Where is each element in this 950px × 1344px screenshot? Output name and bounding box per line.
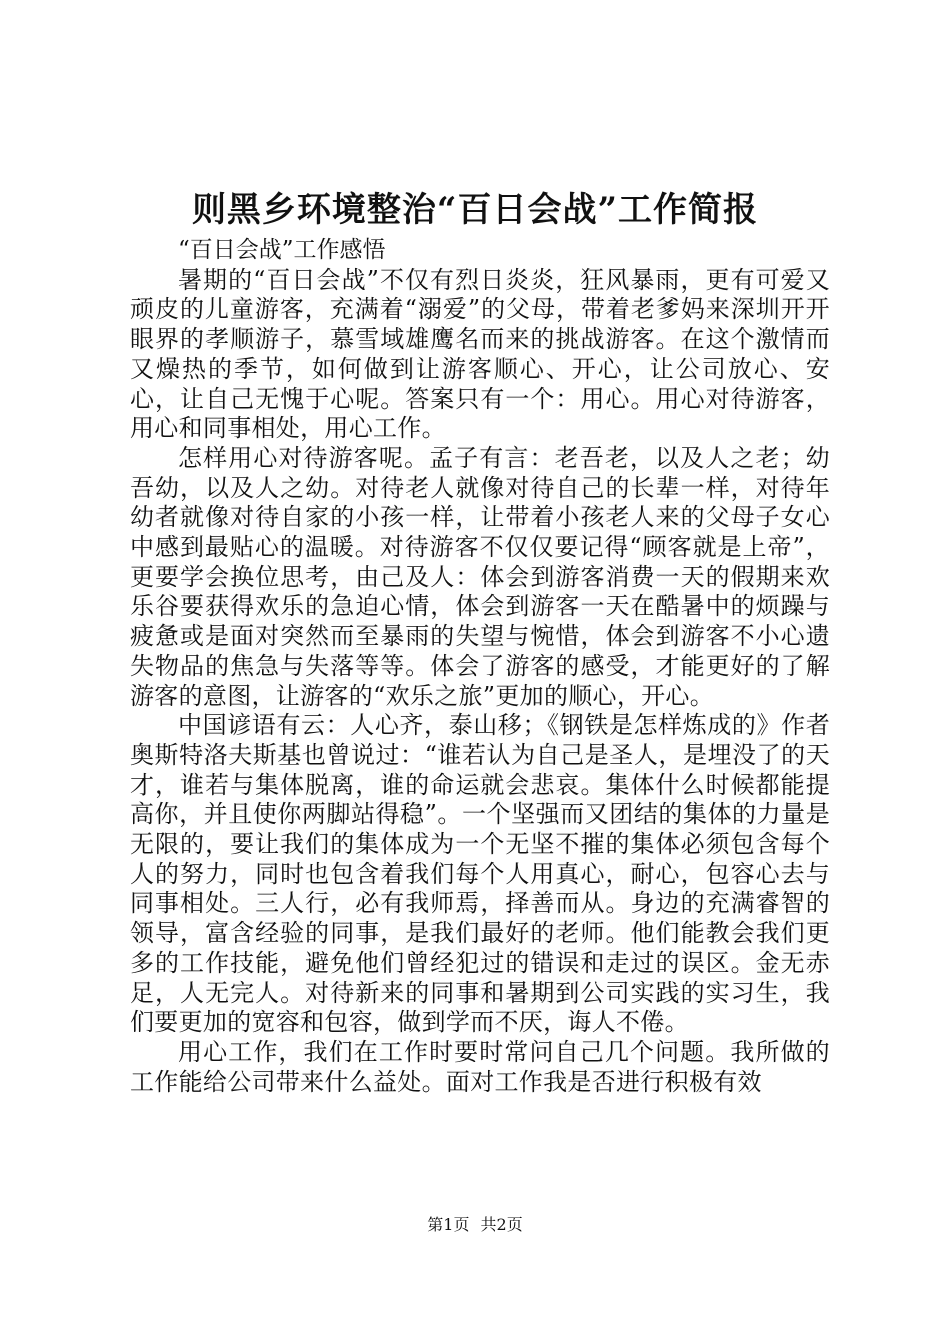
paragraph: 中国谚语有云：人心齐，泰山移；《钢铁是怎样炼成的》作者奥斯特洛夫斯基也曾说过：“谁若认为自己是圣人，是埋没了的天才，谁若与集体脱离，谁的命运就会悲哀。集体什么时候都能提高你，并且使你两脚站得稳”。一个坚强而又团结的集体的力量是无限的，要让我们的集体成为一个无坚不摧的集体必须包含每个人的努力，同时也包含着我们每个人用真心，耐心，包容心去与同事相处。三人行，必有我师焉，择善而从。身边的充满睿智的领导，富含经验的同事，是我们最好的老师。他们能教会我们更多的工作技能，避免他们曾经犯过的错误和走过的误区。金无赤足，人无完人。对待新来的同事和暑期到公司实践的实习生，我们要更加的宽容和包容，做到学而不厌，诲人不倦。 (130, 711, 830, 1037)
paragraph: 怎样用心对待游客呢。孟子有言：老吾老，以及人之老；幼吾幼，以及人之幼。对待老人就像对待自己的长辈一样，对待年幼者就像对待自家的小孩一样，让带着小孩老人来的父母子女心中感到最贴心的温暖。对待游客不仅仅要记得“顾客就是上帝”，更要学会换位思考，由己及人：体会到游客消费一天的假期来欢乐谷要获得欢乐的急迫心情，体会到游客一天在酷暑中的烦躁与疲惫或是面对突然而至暴雨的失望与惋惜，体会到游客不小心遗失物品的焦急与失落等等。体会了游客的感受，才能更好的了解游客的意图，让游客的“欢乐之旅”更加的顺心，开心。 (130, 443, 830, 710)
document-title: 则黑乡环境整治“百日会战”工作简报 (191, 190, 759, 230)
page-footer (0, 1214, 950, 1236)
paragraph: 暑期的“百日会战”不仅有烈日炎炎，狂风暴雨，更有可爱又顽皮的儿童游客，充满着“溺爱”的父母，带着老爹妈来深圳开开眼界的孝顺游子，慕雪域雄鹰名而来的挑战游客。在这个激情而又燥热的季节，如何做到让游客顺心、开心，让公司放心、安心，让自己无愧于心呢。答案只有一个：用心。用心对待游客，用心和同事相处，用心工作。 (130, 265, 830, 443)
document-body (130, 236, 830, 1097)
page-number: 第1页 (427, 1215, 470, 1234)
paragraph: 用心工作，我们在工作时要时常问自己几个问题。我所做的工作能给公司带来什么益处。面对工作我是否进行积极有效 (130, 1037, 830, 1096)
section-subtitle: “百日会战”工作感悟 (178, 237, 386, 263)
page-total: 共2页 (480, 1215, 523, 1234)
